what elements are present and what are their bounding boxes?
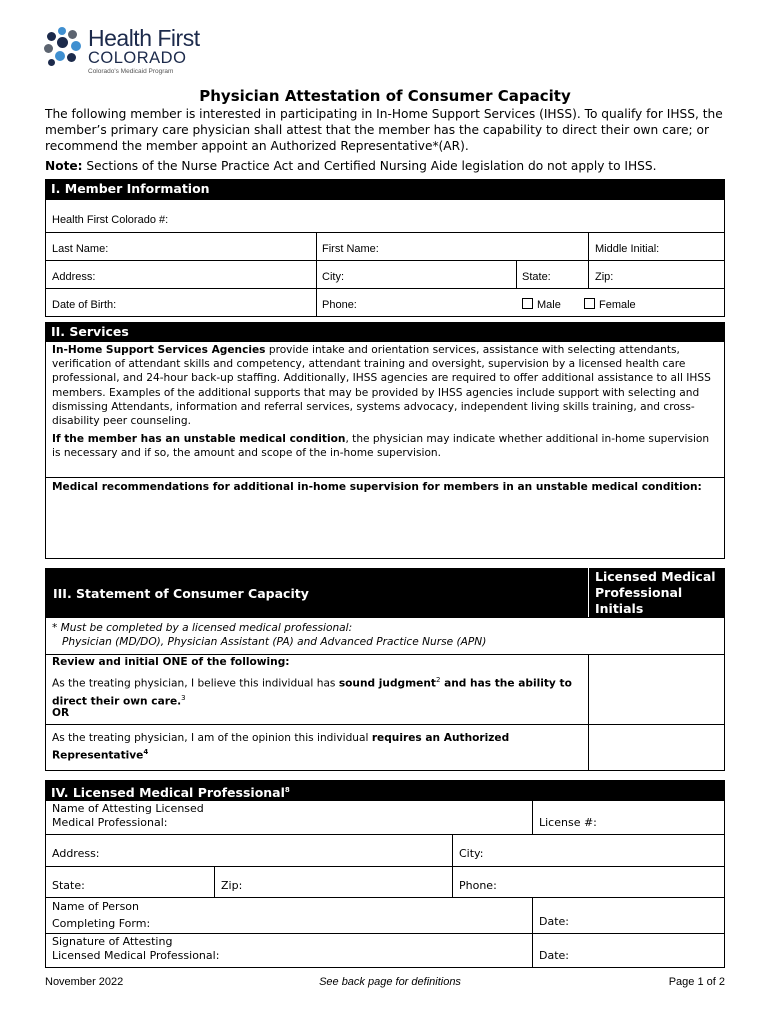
professional-address-field[interactable]: Address:: [52, 847, 100, 860]
footnote-2: 2: [435, 676, 441, 684]
checkbox-icon: [584, 298, 595, 309]
checkbox-icon: [522, 298, 533, 309]
note-text: Sections of the Nurse Practice Act and Certified Nursing Aide legislation do not apply to IHSS.: [82, 159, 657, 173]
logo-tagline: Colorado's Medicaid Program: [88, 68, 174, 75]
footer-page-number: Page 1 of 2: [668, 976, 725, 988]
or-label: OR: [52, 707, 70, 719]
person-completing-line1: Name of Person: [52, 900, 140, 913]
option-1-pre: As the treating physician, I believe this individual has: [52, 677, 339, 690]
professional-city-field[interactable]: City:: [459, 847, 484, 860]
person-completing-field[interactable]: [52, 898, 150, 932]
professional-zip-field[interactable]: Zip:: [221, 879, 243, 892]
person-completing-line2: Completing Form:: [52, 917, 151, 930]
city-field[interactable]: City:: [322, 271, 344, 283]
address-field[interactable]: Address:: [52, 271, 96, 283]
option-1-text: [52, 673, 582, 708]
license-field[interactable]: License #:: [539, 816, 597, 829]
male-checkbox[interactable]: [522, 298, 561, 311]
section-1-header: I. Member Information: [45, 179, 725, 199]
footnote-8: 8: [284, 786, 290, 794]
option-1-initials-field[interactable]: [589, 655, 724, 724]
review-instruction: Review and initial ONE of the following:: [52, 656, 290, 668]
dob-field[interactable]: Date of Birth:: [52, 299, 117, 311]
note-label: Note:: [45, 159, 83, 173]
attesting-name-line1: Name of Attesting Licensed: [52, 802, 204, 815]
must-complete-line2: Physician (MD/DO), Physician Assistant (PA) and Advanced Practice Nurse (APN): [62, 636, 487, 649]
professional-phone-field[interactable]: Phone:: [459, 879, 497, 892]
last-name-field[interactable]: Last Name:: [52, 243, 109, 255]
medical-recommendations-field[interactable]: [52, 480, 712, 494]
phone-field[interactable]: Phone:: [322, 299, 357, 311]
zip-field[interactable]: Zip:: [595, 271, 614, 283]
hfc-number-field[interactable]: Health First Colorado #:: [52, 214, 169, 226]
option-1-bold-2: and has the ability to direct their own care.: [52, 677, 572, 708]
footnote-3: 3: [181, 693, 186, 702]
page-title: Physician Attestation of Consumer Capacity: [199, 87, 571, 105]
services-paragraph-bold: In-Home Support Services Agencies: [52, 344, 266, 356]
attesting-name-field[interactable]: [52, 802, 204, 830]
must-complete-note: [52, 621, 712, 649]
female-label: Female: [599, 299, 636, 311]
option-1-bold-1: sound judgment: [338, 677, 436, 690]
unstable-condition-paragraph: [52, 432, 720, 460]
logo-subtitle: COLORADO: [88, 49, 187, 67]
must-complete-line1: * Must be completed by a licensed medical professional:: [52, 622, 353, 634]
services-paragraph: [52, 343, 720, 428]
signature-line2: Licensed Medical Professional:: [52, 949, 220, 962]
medical-recommendations-label: Medical recommendations for additional in-home supervision for members in an unstable medical condition:: [52, 481, 702, 493]
section-4-title: IV. Licensed Medical Professional: [51, 785, 285, 801]
option-2-text: [52, 731, 582, 763]
date-field-1[interactable]: Date:: [539, 915, 569, 928]
unstable-condition-text: , the physician may indicate whether additional in-home supervision is necessary and if so, the amount and scope of the in-home supervision.: [52, 433, 710, 460]
section-4-header: [45, 780, 725, 800]
footer-definitions-note: See back page for definitions: [319, 976, 461, 988]
intro-paragraph: The following member is interested in participating in In-Home Support Services (IHSS). To qualify for IHSS, the member’s primary care physician shall attest that the member has the capability to direct their own care; or recommend the member appoint an Authorized Representative*(AR).: [45, 107, 723, 153]
professional-state-field[interactable]: State:: [52, 879, 85, 892]
initials-column-header: Licensed Medical Professional Initials: [595, 569, 716, 616]
footnote-4: 4: [143, 748, 149, 757]
date-field-2[interactable]: Date:: [539, 949, 569, 962]
signature-line1: Signature of Attesting: [52, 935, 173, 948]
services-paragraph-text: provide intake and orientation services, assistance with selecting attendants, verification of attendant skills and competency, attendant training and oversight, supervision by a licensed health care professional, and 24-hour back-up staffing. Additionally, IHSS agencies are required to offer additional assistance to all IHSS members. Examples of the additional supports that may be provided by IHSS agencies include support with selecting and dismissing Attendants, information and referral services, systems advocacy, independent living skills training, and cross-disability peer counseling.: [52, 344, 711, 428]
female-checkbox[interactable]: [584, 298, 636, 311]
middle-initial-field[interactable]: Middle Initial:: [595, 243, 660, 255]
section-2-header: II. Services: [45, 322, 725, 341]
state-field[interactable]: State:: [522, 271, 551, 283]
logo-title: Health First: [88, 25, 200, 51]
option-2-initials-field[interactable]: [589, 725, 724, 770]
male-label: Male: [537, 299, 561, 311]
note-line: [45, 158, 735, 174]
option-2-bold: requires an Authorized Representative: [52, 732, 510, 762]
signature-field[interactable]: [52, 935, 219, 963]
section-3-title: III. Statement of Consumer Capacity: [53, 586, 309, 601]
footer-date: November 2022: [45, 976, 124, 988]
attesting-name-line2: Medical Professional:: [52, 816, 168, 829]
option-2-pre: As the treating physician, I am of the opinion this individual: [52, 732, 372, 744]
first-name-field[interactable]: First Name:: [322, 243, 379, 255]
unstable-condition-bold: If the member has an unstable medical condition: [52, 433, 346, 445]
logo-mark-icon: [44, 27, 84, 67]
